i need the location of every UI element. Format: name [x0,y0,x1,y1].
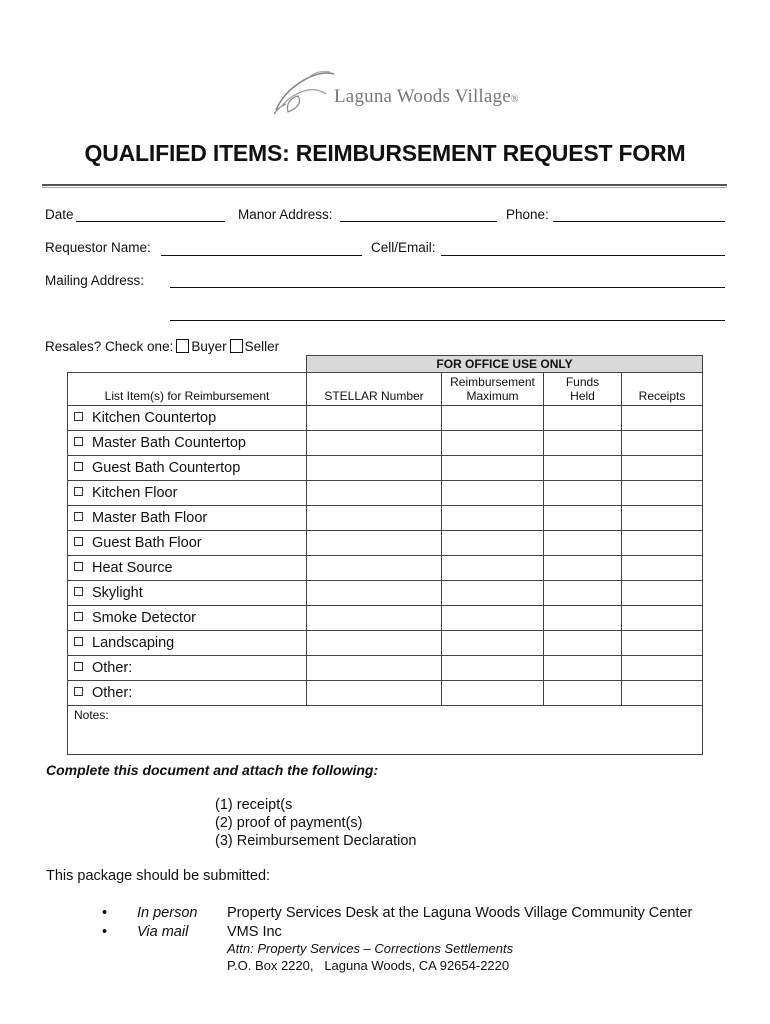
resales-row [45,339,279,354]
stellar-cell[interactable] [307,556,442,581]
resales-label: Resales? Check one: [45,339,174,354]
stellar-cell[interactable] [307,531,442,556]
item-label: Guest Bath Countertop [92,460,241,476]
reimbursement-cell[interactable] [442,456,544,481]
table-row [68,631,703,656]
col-header-reimbursement: Reimbursement Maximum [442,373,544,406]
reimbursement-cell[interactable] [442,681,544,706]
table-row [68,506,703,531]
method-via-mail: Via mail [137,924,189,940]
receipts-cell[interactable] [622,506,703,531]
item-label: Other: [92,685,133,701]
stellar-cell[interactable] [307,456,442,481]
item-checkbox-icon[interactable] [74,537,83,546]
logo-text: Laguna Woods Village® [334,86,519,107]
stellar-cell[interactable] [307,506,442,531]
item-cell [68,581,307,606]
reimbursement-cell[interactable] [442,406,544,431]
stellar-cell[interactable] [307,431,442,456]
reimbursement-cell[interactable] [442,506,544,531]
funds-cell[interactable] [544,531,622,556]
item-cell [68,556,307,581]
notes-area[interactable] [68,706,703,755]
reimbursement-cell[interactable] [442,606,544,631]
reimbursement-cell[interactable] [442,531,544,556]
item-cell [68,531,307,556]
mailing-address-line1[interactable] [170,287,725,288]
funds-cell[interactable] [544,606,622,631]
item-label: Master Bath Floor [92,510,208,526]
receipts-cell[interactable] [622,481,703,506]
stellar-cell[interactable] [307,681,442,706]
method-in-person-detail: Property Services Desk at the Laguna Woods Village Community Center [227,905,693,921]
attachment-item: (2) proof of payment(s) [215,815,363,831]
item-label: Heat Source [92,560,173,576]
item-checkbox-icon[interactable] [74,612,83,621]
funds-cell[interactable] [544,631,622,656]
stellar-cell[interactable] [307,581,442,606]
item-label: Landscaping [92,635,175,651]
phone-field[interactable] [553,221,725,222]
item-checkbox-icon[interactable] [74,687,83,696]
cell-email-label: Cell/Email: [371,240,436,255]
item-label: Master Bath Countertop [92,435,246,451]
funds-cell[interactable] [544,656,622,681]
cell-email-field[interactable] [441,255,725,256]
table-row [68,456,703,481]
manor-address-label: Manor Address: [238,207,333,222]
reimbursement-cell[interactable] [442,631,544,656]
funds-cell[interactable] [544,481,622,506]
item-label: Other: [92,660,133,676]
requestor-name-label: Requestor Name: [45,240,151,255]
receipts-cell[interactable] [622,406,703,431]
item-checkbox-icon[interactable] [74,637,83,646]
funds-cell[interactable] [544,456,622,481]
required-attachments-list [215,796,416,850]
receipts-cell[interactable] [622,431,703,456]
item-checkbox-icon[interactable] [74,462,83,471]
mail-attn: Attn: Property Services – Corrections Settlements [227,941,514,956]
table-row [68,406,703,431]
item-checkbox-icon[interactable] [74,512,83,521]
reimbursement-cell[interactable] [442,481,544,506]
item-label: Guest Bath Floor [92,535,202,551]
receipts-cell[interactable] [622,681,703,706]
method-via-mail-detail: VMS Inc [227,924,282,940]
reimbursement-cell[interactable] [442,656,544,681]
reimbursement-cell[interactable] [442,581,544,606]
funds-cell[interactable] [544,431,622,456]
reimbursement-table [67,355,703,755]
receipts-cell[interactable] [622,606,703,631]
item-cell [68,431,307,456]
attachment-item: (1) receipt(s [215,797,293,813]
seller-label: Seller [244,339,280,354]
submit-text: This package should be submitted: [46,868,271,884]
item-cell [68,631,307,656]
table-row [68,431,703,456]
table-row [68,531,703,556]
col-header-stellar: STELLAR Number [307,373,442,406]
receipts-cell[interactable] [622,581,703,606]
mailing-address-label: Mailing Address: [45,273,145,288]
item-cell [68,456,307,481]
funds-cell[interactable] [544,581,622,606]
bullet-icon: • [102,924,108,940]
table-row [68,481,703,506]
item-checkbox-icon[interactable] [74,437,83,446]
funds-cell[interactable] [544,556,622,581]
funds-cell[interactable] [544,681,622,706]
item-checkbox-icon[interactable] [74,412,83,421]
table-row [68,606,703,631]
stellar-cell[interactable] [307,606,442,631]
buyer-checkbox[interactable] [176,339,189,353]
laguna-woods-logo [268,68,518,118]
stellar-cell[interactable] [307,481,442,506]
form-title: QUALIFIED ITEMS: REIMBURSEMENT REQUEST FORM [84,140,686,166]
stellar-cell[interactable] [307,406,442,431]
leaf-logo-icon [268,68,338,116]
office-use-header: FOR OFFICE USE ONLY [307,356,703,373]
table-row [68,581,703,606]
phone-label: Phone: [506,207,549,222]
item-checkbox-icon[interactable] [74,587,83,596]
instructions-heading: Complete this document and attach the following: [46,762,379,778]
attachment-item: (3) Reimbursement Declaration [215,833,417,849]
date-field[interactable] [76,221,225,222]
seller-checkbox[interactable] [230,339,243,353]
receipts-cell[interactable] [622,631,703,656]
item-cell [68,606,307,631]
item-label: Skylight [92,585,143,601]
item-checkbox-icon[interactable] [74,487,83,496]
item-label: Smoke Detector [92,610,196,626]
mailing-address-line2[interactable] [170,320,725,321]
table-row [68,556,703,581]
requestor-name-field[interactable] [161,255,362,256]
table-row [68,681,703,706]
table-row [68,656,703,681]
mail-address: P.O. Box 2220, Laguna Woods, CA 92654-2220 [227,958,510,973]
item-checkbox-icon[interactable] [74,662,83,671]
reimbursement-cell[interactable] [442,431,544,456]
col-header-funds: Funds Held [544,373,622,406]
receipts-cell[interactable] [622,531,703,556]
item-cell [68,681,307,706]
funds-cell[interactable] [544,406,622,431]
reimbursement-cell[interactable] [442,556,544,581]
item-cell [68,481,307,506]
bullet-icon: • [102,905,108,921]
col-header-receipts: Receipts [622,373,703,406]
item-cell [68,406,307,431]
item-label: Kitchen Floor [92,485,178,501]
stellar-cell[interactable] [307,656,442,681]
date-label: Date [45,207,74,222]
item-cell [68,506,307,531]
receipts-cell[interactable] [622,656,703,681]
manor-address-field[interactable] [340,221,497,222]
item-checkbox-icon[interactable] [74,562,83,571]
item-label: Kitchen Countertop [92,410,217,426]
stellar-cell[interactable] [307,631,442,656]
notes-label: Notes: [74,708,109,722]
funds-cell[interactable] [544,506,622,531]
title-divider [42,184,727,188]
col-header-items: List Item(s) for Reimbursement [68,373,307,406]
buyer-label: Buyer [191,339,227,354]
item-cell [68,656,307,681]
receipts-cell[interactable] [622,556,703,581]
receipts-cell[interactable] [622,456,703,481]
method-in-person: In person [137,905,198,921]
